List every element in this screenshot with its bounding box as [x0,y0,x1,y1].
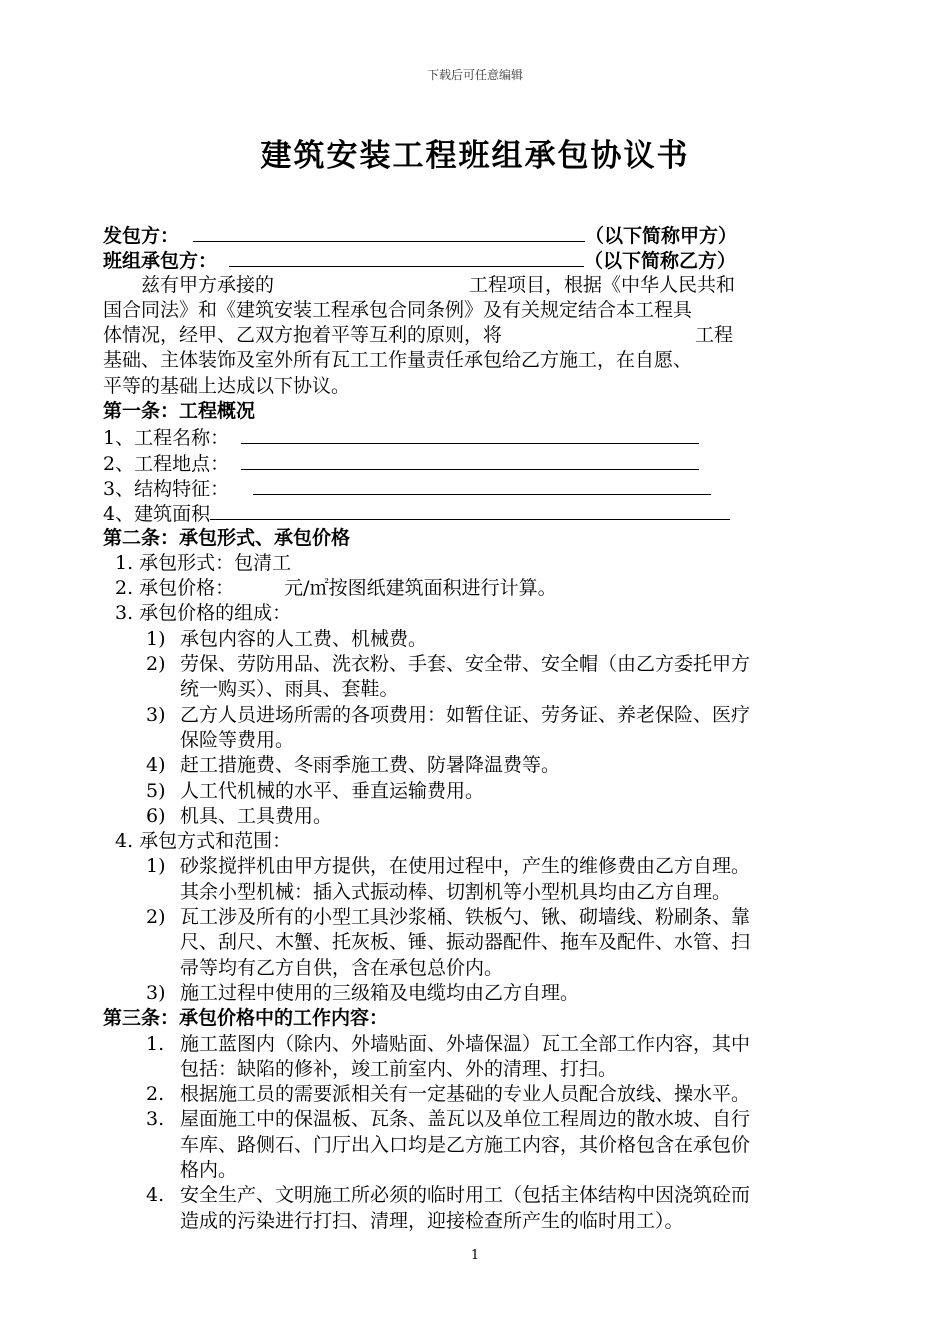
list-item-text: 保险等费用。 [180,728,295,751]
scope-item [103,905,853,930]
intro-line-3 [103,323,853,348]
list-item-text: 屋面施工中的保温板、瓦条、盖瓦以及单位工程周边的散水坡、自行 [180,1108,751,1131]
project-location-line [103,450,853,475]
intro-text: 体情况，经甲、乙双方抱着平等互利的原则，将 [103,324,503,347]
issuer-line [103,222,853,247]
project-location-blank[interactable] [241,450,699,470]
composition-item [103,728,853,753]
document-body [103,222,853,1234]
work-item [103,1082,853,1107]
intro-text: 基础、主体装饰及室外所有瓦工工作量责任承包给乙方施工，在自愿、 [103,349,693,372]
composition-item [103,627,853,652]
project-name-blank[interactable] [241,424,699,444]
list-item-text: 包括：缺陷的修补，竣工前室内、外的清理、打扫。 [180,1057,618,1080]
list-number: 1. [146,1032,165,1055]
list-number: 3) [146,703,166,726]
list-item-text: 安全生产、文明施工所必须的临时用工（包括主体结构中因浇筑砼而 [180,1184,751,1207]
document-title: 建筑安装工程班组承包协议书 [260,138,690,174]
list-item-text: 砂浆搅拌机由甲方提供，在使用过程中，产生的维修费由乙方自理。 [180,855,751,878]
list-number: 1) [146,627,166,650]
list-item-text: 造成的污染进行打扫、清理，迎接检查所产生的临时用工）。 [180,1209,684,1232]
scope-item [103,854,853,879]
project-location-label: 2、工程地点： [103,452,230,475]
price-composition-line: 3. 承包价格的组成： [115,602,292,625]
list-item-text: 承包内容的人工费、机械费。 [180,627,428,650]
contractor-blank[interactable] [229,247,584,267]
intro-line-5 [103,374,853,399]
intro-line-1 [103,273,853,298]
structure-line [103,475,853,500]
list-number: 1) [146,855,166,878]
list-number: 2. [146,1083,165,1106]
project-name-label: 1、工程名称： [103,427,230,450]
article2-heading: 第二条：承包形式、承包价格 [103,526,351,549]
list-number: 3) [146,981,166,1004]
list-item-text: 赶工措施费、冬雨季施工费、防暑降温费等。 [180,754,561,777]
work-item [103,1057,853,1082]
area-label: 4、建筑面积 [103,503,211,526]
intro-text: 平等的基础上达成以下协议。 [103,374,351,397]
contract-form-line: 1. 承包形式：包清工 [115,551,292,574]
intro-text: 工程项目，根据《中华人民共和 [469,273,736,296]
area-blank[interactable] [210,500,730,520]
contract-price-text: 元/㎡按图纸建筑面积进行计算。 [284,577,557,600]
list-item-text: 施工蓝图内（除内、外墙贴面、外墙保温）瓦工全部工作内容，其中 [180,1032,751,1055]
structure-blank[interactable] [253,475,711,495]
list-number: 6) [146,804,166,827]
list-item-text: 其余小型机械：插入式振动棒、切割机等小型机具均由乙方自理。 [180,880,732,903]
issuer-blank[interactable] [193,222,585,242]
intro-text: 工程 [695,324,734,347]
list-item-text: 施工过程中使用的三级箱及电缆均由乙方自理。 [180,981,580,1004]
list-item-text: 统一购买）、雨具、套鞋。 [180,678,399,701]
header-note: 下载后可任意编辑 [426,68,523,82]
contract-price-label: 2. 承包价格： [115,577,235,600]
price-composition-list [103,627,853,829]
composition-item [103,677,853,702]
contract-price-line [103,576,853,601]
composition-item [103,779,853,804]
list-item-text: 根据施工员的需要派相关有一定基础的专业人员配合放线、操水平。 [180,1083,751,1106]
contractor-label: 班组承包方： [103,250,218,273]
list-number: 2) [146,653,166,676]
work-item [103,1133,853,1158]
scope-line: 4. 承包方式和范围： [115,830,292,853]
project-name-line [103,424,853,449]
area-line [103,500,853,525]
intro-text: 兹有甲方承接的 [141,273,275,296]
article3-heading: 第三条：承包价格中的工作内容： [103,1007,389,1030]
list-item-text: 帚等均有乙方自供，含在承包总价内。 [180,956,504,979]
list-item-text: 乙方人员进场所需的各项费用：如暂住证、劳务证、养老保险、医疗 [180,703,751,726]
list-item-text: 瓦工涉及所有的小型工具沙浆桶、铁板勺、锹、砌墙线、粉刷条、靠 [180,906,751,929]
issuer-suffix: （以下简称甲方） [585,225,738,247]
list-item-text: 机具、工具费用。 [180,804,333,827]
list-item-text: 人工代机械的水平、垂直运输费用。 [180,779,485,802]
list-item-text: 车库、路侧石、门厅出入口均是乙方施工内容，其价格包含在承包价 [180,1133,751,1156]
work-item [103,1032,853,1057]
scope-item [103,981,853,1006]
list-number: 4) [146,754,166,777]
contractor-line [103,247,853,272]
list-item-text: 尺、刮尺、木蟹、托灰板、锤、振动器配件、拖车及配件、水管、扫 [180,931,751,954]
scope-item [103,880,853,905]
composition-item [103,804,853,829]
list-item-text: 劳保、劳防用品、洗衣粉、手套、安全带、安全帽（由乙方委托甲方 [180,653,751,676]
scope-item [103,930,853,955]
work-item [103,1209,853,1234]
list-number: 4. [146,1184,165,1207]
scope-item [103,956,853,981]
structure-label: 3、结构特征： [103,477,230,500]
composition-item [103,652,853,677]
work-item [103,1107,853,1132]
issuer-label: 发包方： [103,225,180,247]
composition-item [103,703,853,728]
work-item [103,1183,853,1208]
list-number: 5) [146,779,166,802]
work-item [103,1158,853,1183]
article1-heading: 第一条：工程概况 [103,400,256,423]
composition-item [103,753,853,778]
intro-line-2 [103,298,853,323]
contractor-suffix: （以下简称乙方） [584,250,737,273]
intro-text: 国合同法》和《建筑安装工程承包合同条例》及有关规定结合本工程具 [103,298,693,321]
list-item-text: 格内。 [180,1158,238,1181]
scope-list [103,854,853,1006]
intro-line-4 [103,348,853,373]
work-content-list [103,1032,853,1234]
page-number: 1 [470,1248,480,1263]
list-number: 2) [146,906,166,929]
list-number: 3. [146,1108,165,1131]
